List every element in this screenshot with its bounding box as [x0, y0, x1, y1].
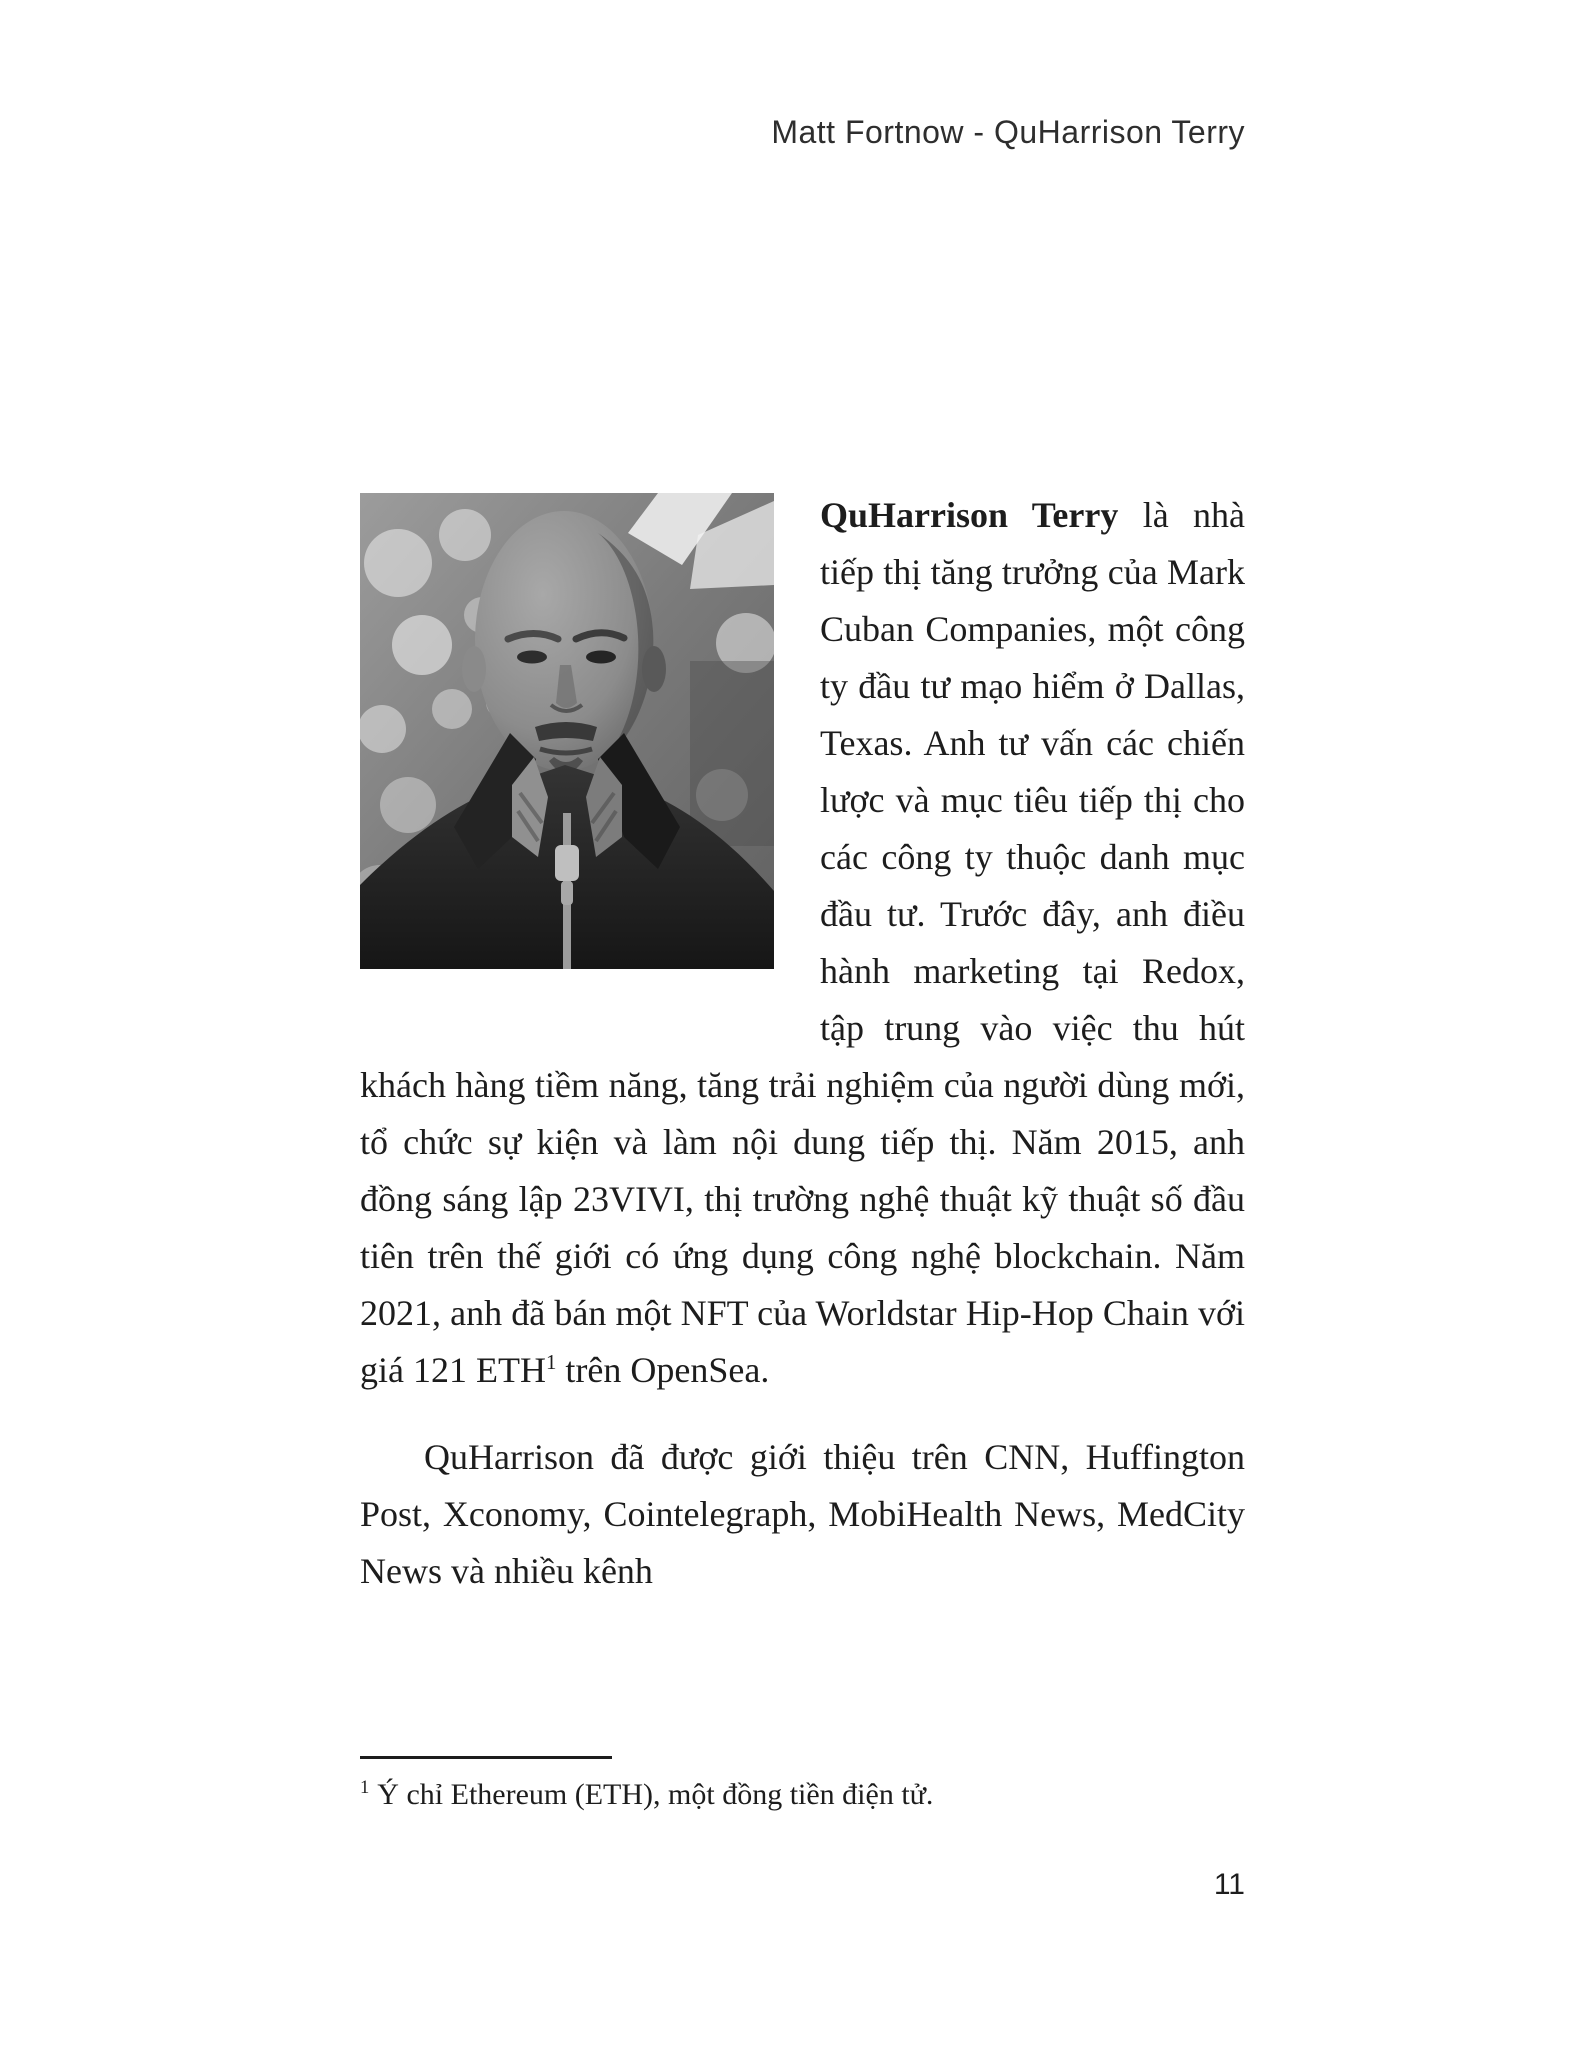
footnote-block [360, 1756, 1245, 1815]
footnote-reference: 1 [545, 1350, 557, 1374]
footnote-text: Ý chỉ Ethereum (ETH), một đồng tiền điện tử. [377, 1778, 934, 1811]
footnote-marker: 1 [360, 1777, 370, 1798]
footnote-divider [360, 1756, 612, 1759]
portrait-photo [360, 493, 774, 969]
bio-text-continued: trên OpenSea. [556, 1350, 770, 1390]
running-header: Matt Fortnow - QuHarrison Terry [771, 114, 1245, 150]
bio-text: là nhà tiếp thị tăng trưởng của Mark Cuban Companies, một công ty đầu tư mạo hiểm ở Dallas, Texas. Anh tư vấn các chiến lược và mục tiêu tiếp thị cho các công ty thuộc danh mục đầu tư. Trước đây, anh điều hành marketing tại Redox, tập trung vào việc thu hút khách hàng tiềm năng, tăng trải nghiệm của người dùng mới, tổ chức sự kiện và làm nội dung tiếp thị. Năm 2015, anh đồng sáng lập 23VIVI, thị trường nghệ thuật kỹ thuật số đầu tiên trên thế giới có ứng dụng công nghệ blockchain. Năm 2021, anh đã bán một NFT của Worldstar Hip-Hop Chain với giá 121 ETH [360, 495, 1245, 1390]
bio-paragraph-2: QuHarrison đã được giới thiệu trên CNN, Huffington Post, Xconomy, Cointelegraph, MobiHealth News, MedCity News và nhiều kênh [360, 1437, 1245, 1591]
page-number: 11 [1213, 1868, 1245, 1901]
portrait-photo-drawing [360, 493, 774, 969]
footnote [360, 1775, 1245, 1815]
bio-bold-name: QuHarrison Terry [820, 495, 1119, 535]
bio-section [360, 487, 1245, 1600]
